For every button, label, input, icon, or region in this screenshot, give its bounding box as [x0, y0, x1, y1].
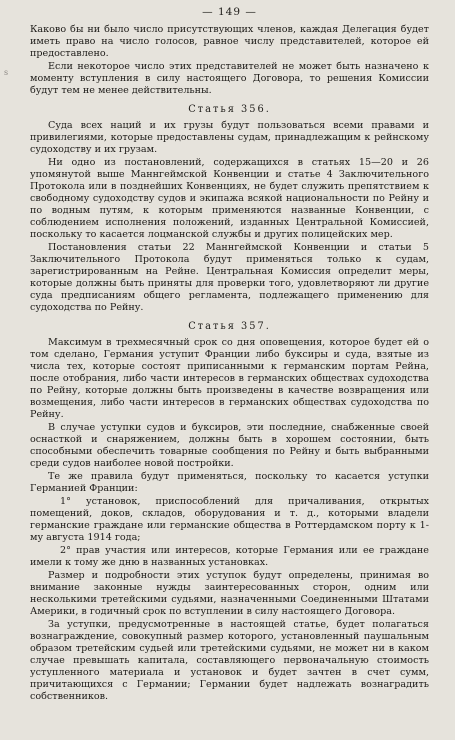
list-item: 2° прав участия или интересов, которые Германия или ее граждане имели к тому же дню в названных установках.	[30, 545, 429, 568]
paragraph: Если некоторое число этих представителей не может быть назначено к моменту вступления в силу настоящего Договора, то решения Комиссии будут тем не менее действительны.	[30, 61, 429, 96]
list-item: 1° установок, приспособлений для причаливания, открытых помещений, доков, складов, оборудования и т. д., которыми владели германские граждане или германские общества в Роттердамском порту к 1-му августа 1914 года;	[30, 496, 429, 543]
paragraph: Размер и подробности этих уступок будут определены, принимая во внимание законные нужды заинтересованных сторон, одним или несколькими третейскими судьями, назначенными Соединенными Штатами Америки, в годичный срок по вступлении в силу настоящего Договора.	[30, 570, 429, 617]
paragraph: За уступки, предусмотренные в настоящей статье, будет полагаться вознаграждение, совокупный размер которого, установленный паушальным образом третейским судьей или третейскими судьями, не может ни в каком случае превышать капитала, составляющего первоначальную стоимость уступленного материала и установок и будет зачтен в счет сумм, причитающихся с Германии; Германии будет надлежать вознаградить собственников.	[30, 619, 429, 702]
paragraph: Ни одно из постановлений, содержащихся в статьях 15—20 и 26 упомянутой выше Маннгеймской Конвенции и статье 4 Заключительного Протокола или в позднейших Конвенциях, не будет служить препятствием к свободному судоходству судов и экипажа всякой национальности по Рейну и по водным путям, к которым применяются названные Конвенции, с соблюдением исполнения положений, изданных Центральной Комиссией, поскольку то касается лоцманской службы и других полицейских мер.	[30, 157, 429, 240]
paragraph: Те же правила будут применяться, поскольку то касается уступки Германией Франции:	[30, 471, 429, 494]
article-heading: Статья 356.	[188, 104, 271, 115]
paragraph: В случае уступки судов и буксиров, эти последние, снабженные своей оснасткой и снаряжением, должны быть в хорошем состоянии, быть способными обеспечить товарные сообщения по Рейну и быть выбранными среди судов наиболее новой постройки.	[30, 422, 429, 469]
margin-mark: s	[4, 68, 9, 77]
paragraph: Максимум в трехмесячный срок со дня оповещения, которое будет ей о том сделано, Германия уступит Франции либо буксиры и суда, взятые из числа тех, которые состоят приписанными к германским портам Рейна, после отобрания, либо части интересов в германских обществах судоходства по Рейну, которые должны быть произведены в качестве возвращения или возмещения, либо части интересов в германских обществах судоходства по Рейну.	[30, 337, 429, 420]
paragraph: Каково бы ни было число присутствующих членов, каждая Делегация будет иметь право на число голосов, равное числу представителей, которое ей предоставлено.	[30, 24, 429, 59]
page-number: — 149 —	[202, 6, 257, 18]
paragraph: Суда всех наций и их грузы будут пользоваться всеми правами и привилегиями, которые предоставлены судам, принадлежащим к рейнскому судоходству и их грузам.	[30, 120, 429, 155]
paragraph: Постановления статьи 22 Маннгеймской Конвенции и статьи 5 Заключительного Протокола будут применяться только к судам, зарегистрированным на Рейне. Центральная Комиссия определит меры, которые должны быть приняты для проверки того, удовлетворяют ли другие суда предписаниям общего регламента, подлежащего применению для судоходства по Рейну.	[30, 242, 429, 313]
article-heading: Статья 357.	[188, 321, 271, 332]
